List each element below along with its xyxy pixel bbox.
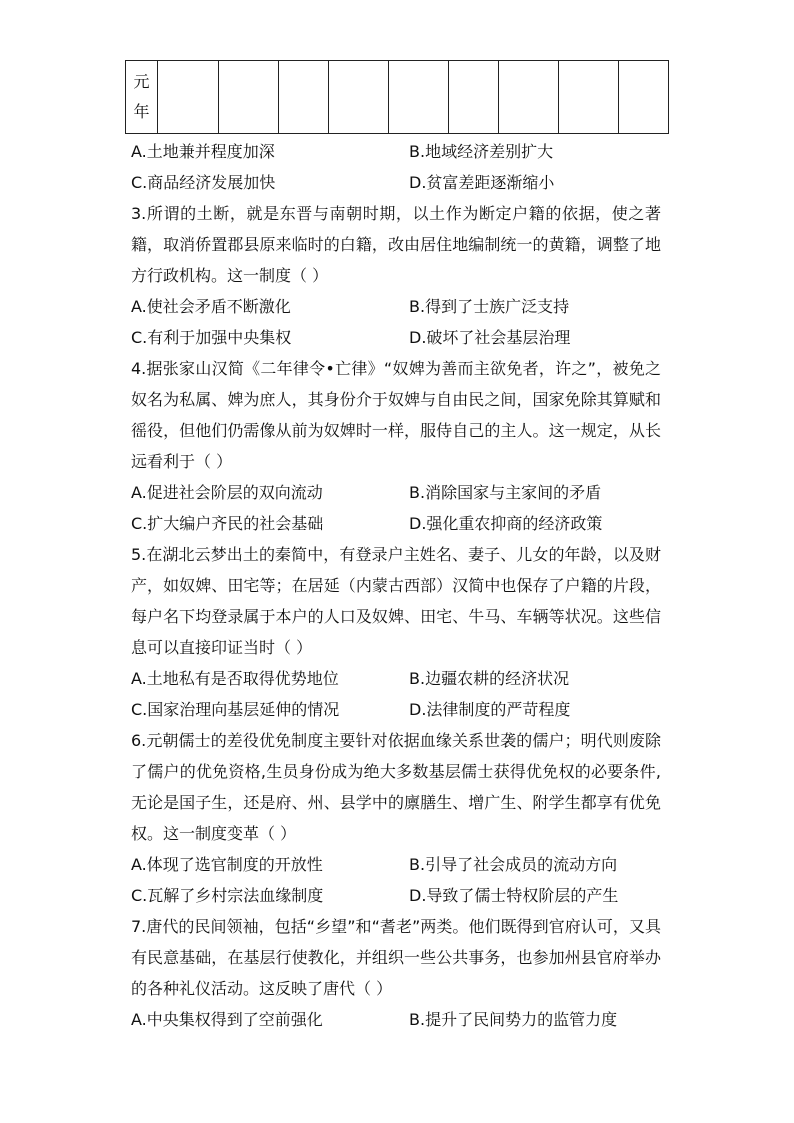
option-b[interactable]: B.提升了民间势力的监管力度 <box>409 1010 618 1029</box>
row-label-line: 元 <box>133 72 150 91</box>
option-b[interactable]: B.得到了士族广泛支持 <box>409 297 570 316</box>
table-row-label <box>126 61 158 134</box>
table-cell <box>219 61 279 134</box>
option-d[interactable]: D.强化重农抑商的经济政策 <box>409 514 603 533</box>
table-row <box>126 61 669 134</box>
option-a[interactable]: A.土地兼并程度加深 <box>131 142 275 161</box>
table-cell <box>329 61 389 134</box>
table-cell <box>158 61 219 134</box>
option-row <box>131 880 661 911</box>
option-row <box>131 291 661 322</box>
question-7 <box>131 911 661 1035</box>
question-stem: 5.在湖北云梦出土的秦简中，有登录户主姓名、妻子、儿女的年龄，以及财产，如奴婢、田宅等；在居延（内蒙古西部）汉简中也保存了户籍的片段，每户名下均登录属于本户的人口及奴婢、田宅、牛马、车辆等状况。这些信息可以直接印证当时（ ） <box>131 545 661 657</box>
option-row <box>131 477 661 508</box>
option-c[interactable]: C.扩大编户齐民的社会基础 <box>131 514 324 533</box>
option-row <box>131 508 661 539</box>
option-d[interactable]: D.贫富差距逐渐缩小 <box>409 173 555 192</box>
row-label-line: 年 <box>133 102 150 121</box>
table-cell <box>389 61 449 134</box>
option-a[interactable]: A.使社会矛盾不断激化 <box>131 297 291 316</box>
option-row <box>131 694 661 725</box>
option-b[interactable]: B.引导了社会成员的流动方向 <box>409 855 618 874</box>
table-cell <box>619 61 669 134</box>
option-c[interactable]: C.商品经济发展加快 <box>131 173 276 192</box>
option-a[interactable]: A.体现了选官制度的开放性 <box>131 855 323 874</box>
option-c[interactable]: C.国家治理向基层延伸的情况 <box>131 700 340 719</box>
question-stem: 6.元朝儒士的差役优免制度主要针对依据血缘关系世袭的儒户；明代则废除了儒户的优免资格,生员身份成为绝大多数基层儒士获得优免权的必要条件,无论是国子生，还是府、州、县学中的廪膳生、增广生、附学生都享有优免权。这一制度变革（ ） <box>131 731 661 843</box>
option-b[interactable]: B.地域经济差别扩大 <box>409 142 554 161</box>
option-d[interactable]: D.破坏了社会基层治理 <box>409 328 571 347</box>
table-cell <box>559 61 619 134</box>
table-cell <box>449 61 499 134</box>
option-row <box>131 849 661 880</box>
option-a[interactable]: A.土地私有是否取得优势地位 <box>131 669 339 688</box>
option-row <box>131 167 661 198</box>
question-stem: 4.据张家山汉简《二年律令•亡律》“奴婢为善而主欲免者，许之”，被免之奴名为私属、婢为庶人，其身份介于奴婢与自由民之间，国家免除其算赋和徭役，但他们仍需像从前为奴婢时一样，服侍自己的主人。这一规定，从长远看利于（ ） <box>131 359 661 471</box>
question-list <box>131 136 661 1035</box>
option-row <box>131 322 661 353</box>
option-d[interactable]: D.法律制度的严苛程度 <box>409 700 571 719</box>
question-6 <box>131 725 661 911</box>
table-fragment <box>125 60 669 134</box>
option-a[interactable]: A.促进社会阶层的双向流动 <box>131 483 323 502</box>
option-row <box>131 136 661 167</box>
option-d[interactable]: D.导致了儒士特权阶层的产生 <box>409 886 619 905</box>
question-5 <box>131 539 661 725</box>
question-stem: 3.所谓的土断，就是东晋与南朝时期，以土作为断定户籍的依据，使之著籍，取消侨置郡县原来临时的白籍，改由居住地编制统一的黄籍，调整了地方行政机构。这一制度（ ） <box>131 204 661 285</box>
option-c[interactable]: C.有利于加强中央集权 <box>131 328 292 347</box>
question-3 <box>131 198 661 353</box>
option-b[interactable]: B.边疆农耕的经济状况 <box>409 669 570 688</box>
option-b[interactable]: B.消除国家与主家间的矛盾 <box>409 483 602 502</box>
option-row <box>131 1004 661 1035</box>
option-a[interactable]: A.中央集权得到了空前强化 <box>131 1010 323 1029</box>
question-2-options <box>131 136 661 198</box>
option-row <box>131 663 661 694</box>
table-cell <box>499 61 559 134</box>
question-4 <box>131 353 661 539</box>
option-c[interactable]: C.瓦解了乡村宗法血缘制度 <box>131 886 324 905</box>
table-cell <box>279 61 329 134</box>
question-stem: 7.唐代的民间领袖，包括“乡望”和“耆老”两类。他们既得到官府认可，又具有民意基础，在基层行使教化，并组织一些公共事务，也参加州县官府举办的各种礼仪活动。这反映了唐代（ ） <box>131 917 661 998</box>
